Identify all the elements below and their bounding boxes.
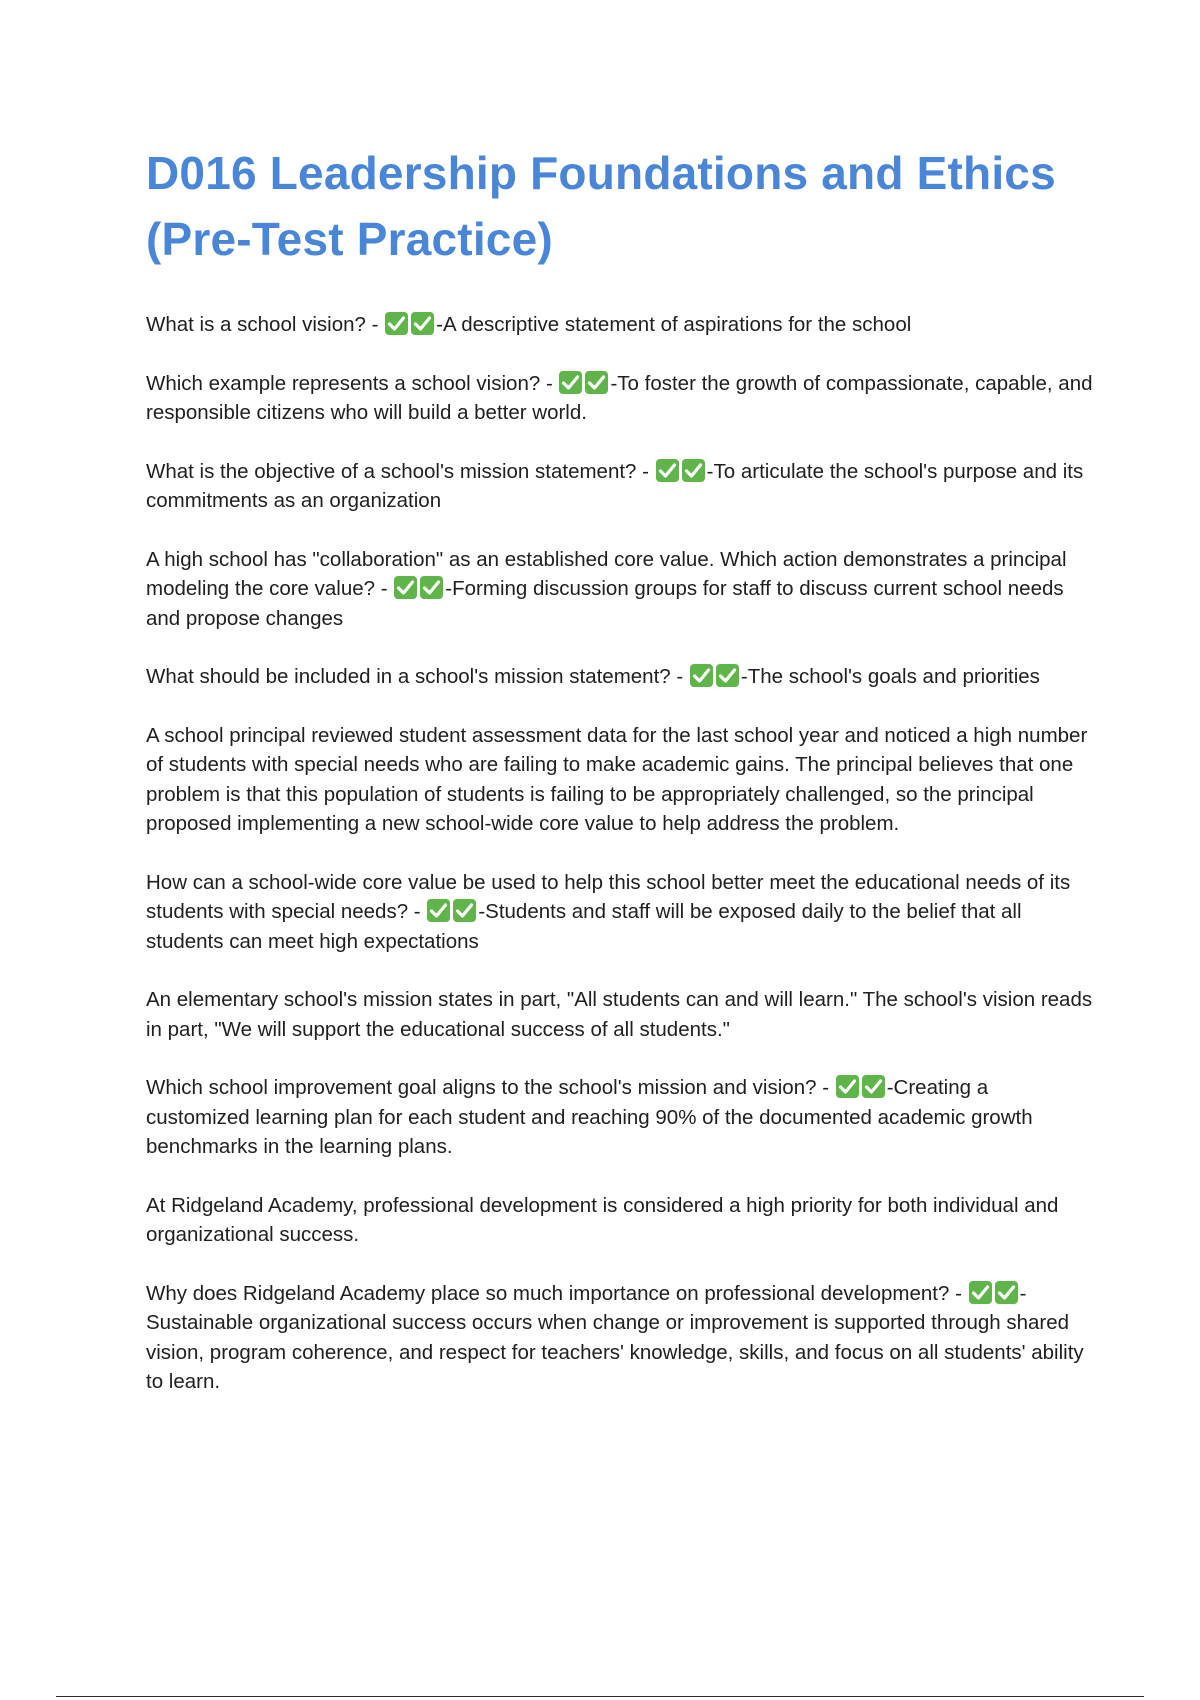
question-answer-item <box>146 662 1096 692</box>
answer-text: To articulate the school's purpose and its commitments as an organization <box>146 459 1084 512</box>
title-line-1: D016 Leadership Foundations and Ethics <box>146 147 1056 199</box>
paragraph-text: At Ridgeland Academy, professional development is considered a high priority for both individual and organizational success. <box>146 1193 1059 1246</box>
answer-prefix: - <box>886 1076 894 1099</box>
answer-text: Forming discussion groups for staff to discuss current school needs and propose changes <box>146 577 1064 630</box>
question-separator: - <box>636 459 655 483</box>
question-separator: - <box>949 1281 968 1305</box>
answer-prefix: - <box>436 313 443 336</box>
check-mark-icon <box>419 575 444 600</box>
check-mark-icon <box>584 370 609 395</box>
question-separator: - <box>540 371 559 395</box>
answer-text: Sustainable organizational success occurs when change or improvement is supported through shared vision, program coherence, and respect for teachers' knowledge, skills, and focus on all students' ability to learn. <box>146 1311 1084 1393</box>
check-mark-icon <box>558 370 583 395</box>
paragraph-text: A school principal reviewed student assessment data for the last school year and noticed a high number of students with special needs who are failing to make academic gains. The principal believes that one problem is that this population of students is failing to be appropriately challenged, so the principal proposed implementing a new school-wide core value to help address the problem. <box>146 723 1088 835</box>
context-paragraph <box>146 1191 1096 1250</box>
question-text: How can a school-wide core value be used to help this school better meet the educational needs of its students with special needs? <box>146 870 1071 923</box>
question-text: What is the objective of a school's mission statement? <box>146 459 637 483</box>
question-answer-item <box>146 369 1096 428</box>
answer-prefix: - <box>478 900 486 923</box>
answer-prefix: - <box>1019 1281 1027 1305</box>
question-text: What is a school vision? <box>146 313 366 336</box>
question-separator: - <box>816 1076 835 1099</box>
question-separator: - <box>375 577 394 600</box>
question-text: A high school has "collaboration" as an established core value. Which action demonstrates a principal modeling the core value? <box>146 547 1067 600</box>
check-mark-icon <box>393 575 418 600</box>
check-mark-icon <box>452 898 477 923</box>
check-mark-icon <box>681 458 706 483</box>
check-mark-icon <box>861 1074 886 1099</box>
answer-prefix: - <box>740 665 748 688</box>
question-list <box>146 310 1096 1397</box>
question-separator: - <box>408 900 427 923</box>
answer-prefix: - <box>706 459 714 483</box>
answer-prefix: - <box>445 577 453 600</box>
check-mark-icon <box>994 1280 1019 1305</box>
question-answer-item <box>146 310 1096 340</box>
answer-text: Students and staff will be exposed daily to the belief that all students can meet high expectations <box>146 900 1022 953</box>
answer-text: A descriptive statement of aspirations for the school <box>442 313 912 336</box>
question-text: Which school improvement goal aligns to the school's mission and vision? <box>146 1076 817 1099</box>
question-answer-item <box>146 1279 1096 1397</box>
question-separator: - <box>365 313 385 336</box>
answer-text: The school's goals and priorities <box>747 665 1040 688</box>
check-mark-icon <box>968 1280 993 1305</box>
question-answer-item <box>146 1073 1096 1162</box>
answer-text: Creating a customized learning plan for each student and reaching 90% of the documented academic growth benchmarks in the learning plans. <box>146 1076 1033 1158</box>
check-mark-icon <box>410 311 435 336</box>
question-answer-item <box>146 457 1096 516</box>
check-mark-icon <box>655 458 680 483</box>
answer-prefix: - <box>610 371 618 395</box>
question-separator: - <box>670 665 689 688</box>
check-mark-icon <box>426 898 451 923</box>
question-answer-item <box>146 545 1096 634</box>
context-paragraph <box>146 985 1096 1044</box>
check-mark-icon <box>715 663 740 688</box>
check-mark-icon <box>835 1074 860 1099</box>
document-page <box>146 140 1096 1426</box>
context-paragraph <box>146 721 1096 839</box>
question-text: Which example represents a school vision? <box>146 371 541 395</box>
title-line-2: (Pre-Test Practice) <box>146 213 553 265</box>
check-mark-icon <box>689 663 714 688</box>
question-answer-item <box>146 868 1096 957</box>
document-title <box>146 140 1096 272</box>
footer-divider <box>56 1696 1144 1697</box>
answer-text: To foster the growth of compassionate, capable, and responsible citizens who will build a better world. <box>146 371 1093 424</box>
question-text: Why does Ridgeland Academy place so much importance on professional development? <box>146 1281 950 1305</box>
paragraph-text: An elementary school's mission states in part, "All students can and will learn." The school's vision reads in part, "We will support the educational success of all students." <box>146 988 1093 1041</box>
question-text: What should be included in a school's mission statement? <box>146 665 671 688</box>
check-mark-icon <box>384 311 409 336</box>
